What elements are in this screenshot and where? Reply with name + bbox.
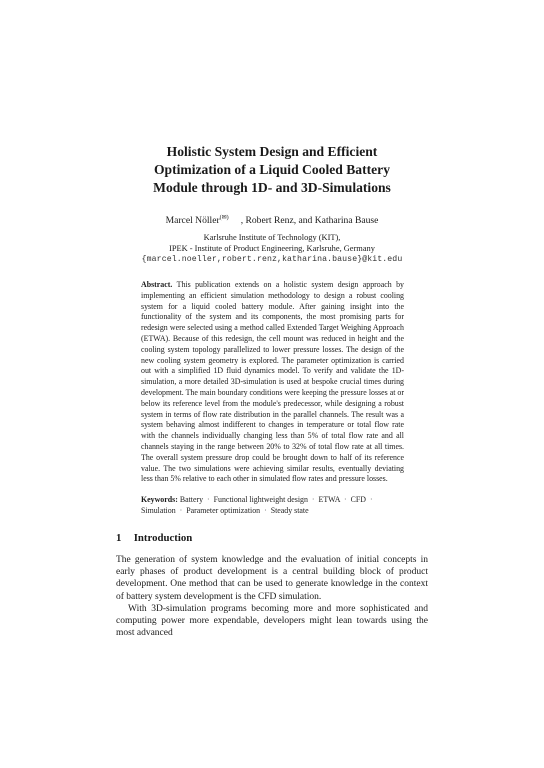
keyword-separator: · (179, 506, 183, 515)
keyword-item: Parameter optimization (186, 506, 261, 515)
affiliation-line-2: IPEK - Institute of Product Engineering, Karlsruhe, Germany (169, 244, 375, 253)
author-rest: , Robert Renz, and Katharina Bause (240, 215, 379, 227)
keyword-separator: · (207, 495, 210, 504)
keyword-item: Steady state (270, 506, 309, 515)
abstract-label: Abstract. (141, 280, 173, 289)
title-line-2: Optimization of a Liquid Cooled Battery (153, 162, 390, 177)
abstract (141, 280, 404, 485)
keyword-item: Battery (179, 495, 204, 504)
author-first: Marcel Nöller (165, 215, 220, 227)
keyword-separator: · (369, 495, 373, 504)
abstract-text: This publication extends on a holistic system design approach by implementing an efficient simulation methodology to design a robust cooling system for a liquid cooled battery module. After gaining insight into the functionality of the system and its components, the most promising parts for redesign were selected using a method called Extended Target Weighing Approach (ETWA). Because of this redesign, the cell mount was reduced in height and the cooling system topology parallelized to lower pressure losses. The design of the new cooling system geometry is explored. The parameter optimization is carried out with a simplified 1D fluid dynamics model. To verify and validate the 1D-simulation, a more detailed 3D-simulation is used at bespoke crucial times during development. The main boundary conditions were keeping the pressure losses at or below its reference level from the module's predecessor, while designing a robust system in terms of flow rate distribution in the parallel channels. The result was a system behaving almost indifferent to changes in temperature or total flow rate with the channels individually changing less than 5% of total flow rate and all channels staying in the range between 20% to 32% of total flow rate at all times. The overall system pressure drop could be brought down to half of its reference value. The two simulations were achieving similar results, eventually deviating less than 5% relative to each other in simulated flow rates and pressure losses. (141, 280, 404, 484)
keywords (141, 494, 404, 516)
corresponding-author-mark: (✉) (219, 215, 229, 221)
paragraph-2: With 3D-simulation programs becoming more and more sophisticated and computing power more expendable, developers might lean towards using the most advanced (116, 603, 428, 639)
body-text (116, 554, 428, 639)
section-heading (116, 532, 192, 545)
keyword-separator: · (264, 506, 267, 515)
keywords-label: Keywords: (141, 495, 178, 504)
keyword-item: Simulation (141, 506, 176, 515)
keyword-item: CFD (350, 495, 366, 504)
keyword-separator: · (343, 495, 347, 504)
title-line-1: Holistic System Design and Efficient (166, 144, 378, 159)
section-number: 1 (116, 532, 122, 544)
author-list (100, 212, 444, 227)
paper-title (100, 143, 444, 197)
affiliation-line-1: Karlsruhe Institute of Technology (KIT), (203, 233, 341, 242)
section-title: Introduction (133, 532, 193, 544)
author-emails[interactable]: {marcel.noeller,robert.renz,katharina.bause}@kit.edu (141, 255, 403, 264)
paragraph-1: The generation of system knowledge and the evaluation of initial concepts in early phases of product development is a central building block of product development. One method that can be used to generate knowledge in the context of battery system development is the CFD simulation. (116, 555, 428, 602)
title-line-3: Module through 1D- and 3D-Simulations (153, 180, 391, 195)
keyword-separator: · (311, 495, 315, 504)
keyword-item: ETWA (318, 495, 340, 504)
keyword-item: Functional lightweight design (213, 495, 308, 504)
affiliation (100, 232, 444, 265)
